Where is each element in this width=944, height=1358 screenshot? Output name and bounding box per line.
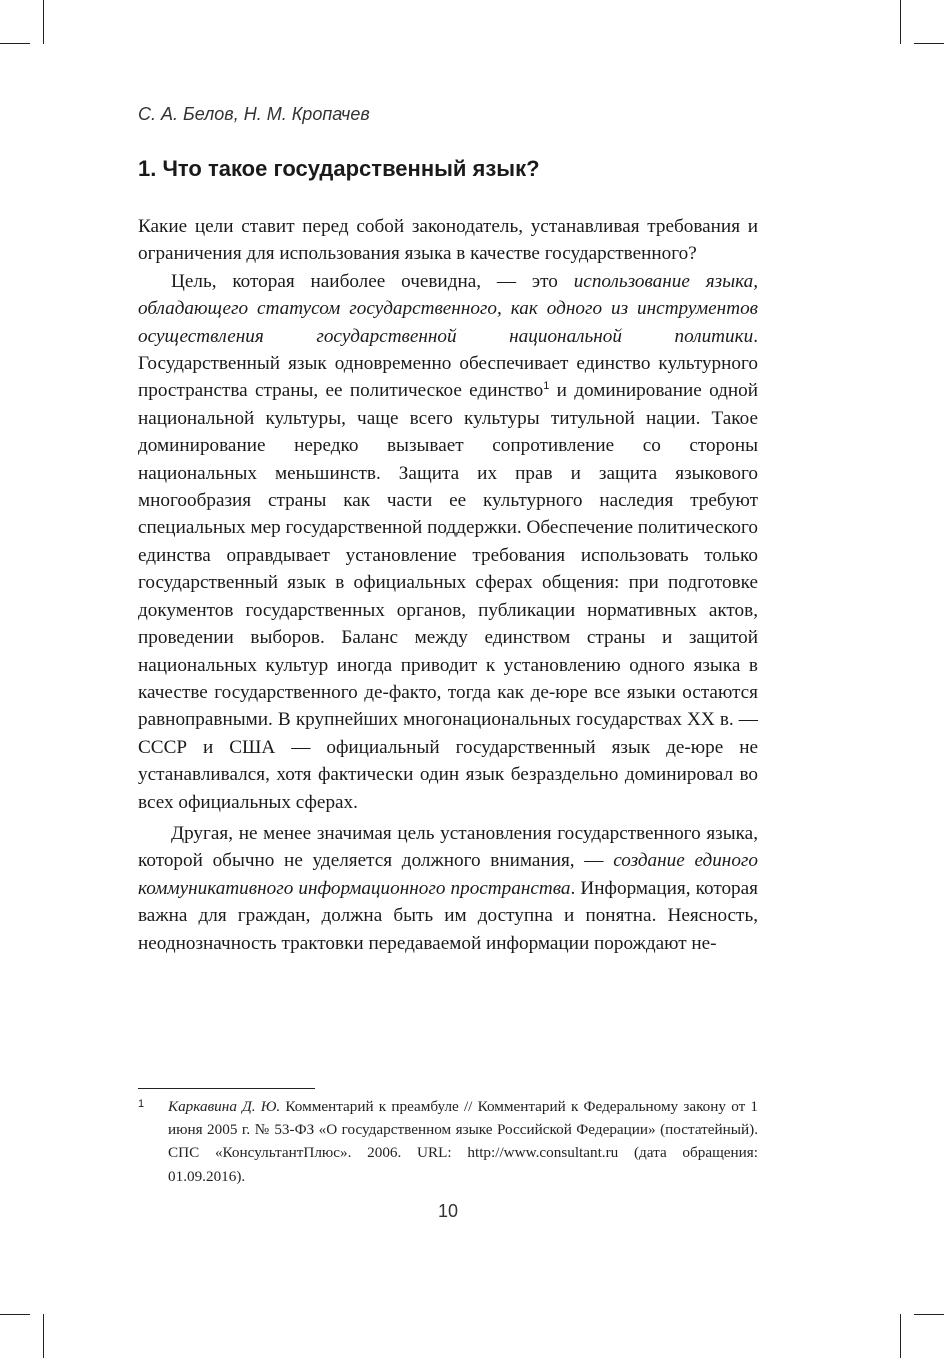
text-run: Цель, которая наиболее очевидна, — это (171, 270, 574, 292)
paragraph: Какие цели ставит перед собой законодатель, устанавливая требования и ограничения для использования языка в качестве государственного? (138, 216, 758, 265)
paragraph (138, 820, 758, 957)
footnote (138, 1095, 758, 1188)
emphasis-text: использование языка, обладающего статусом государственного, как одного из инструментов осуществления государственной национальной политики (138, 270, 758, 347)
footnote-body (168, 1095, 758, 1188)
crop-mark (43, 0, 44, 44)
crop-mark (914, 43, 944, 44)
crop-mark (914, 1314, 944, 1315)
crop-mark (900, 0, 901, 44)
crop-mark (0, 43, 30, 44)
section-title: 1. Что такое государственный язык? (138, 156, 540, 181)
crop-mark (0, 1314, 30, 1315)
emphasis-text: создание единого коммуникативного информационного пространства (138, 850, 758, 899)
text-run: Другая, не менее значимая цель установления государственного языка, которой обычно не уделяется должного внимания, — (138, 822, 758, 872)
footnote-author: Каркавина Д. Ю. (168, 1098, 281, 1115)
text-run: . Государственный язык одновременно обеспечивает единство культурного пространства страны, ее политическое единство (138, 325, 758, 402)
text-run: . Информация, которая важна для граждан, должна быть им доступна и понятна. Неясность, неоднозначность трактовки передаваемой информации порождают не- (138, 877, 758, 954)
footnote-ref[interactable]: 1 (543, 380, 550, 393)
paragraph (138, 268, 758, 816)
crop-mark (900, 1314, 901, 1358)
body-text (138, 213, 758, 957)
running-head: С. А. Белов, Н. М. Кропачев (138, 104, 370, 124)
page-number: 10 (437, 1201, 459, 1221)
crop-mark (43, 1314, 44, 1358)
text-run: и доминирование одной национальной культуры, чаще всего культуры титульной нации. Такое доминирование нередко вызывает сопротивление со стороны национальных меньшинств. Защита их прав и защита языкового многообразия страны как части ее культурного наследия требуют специальных мер государственной поддержки. Обеспечение политического единства оправдывает установление требования использовать только государственный язык в официальных сферах общения: при подготовке документов государственных органов, публикации нормативных актов, проведении выборов. Баланс между единством страны и защитой национальных культур иногда приводит к установлению одного языка в качестве государственного де-факто, тогда как де-юре все языки остаются равноправными. В крупнейших многонациональных государствах XX в. — СССР и США — официальный государственный язык де-юре не устанавливался, хотя фактически один язык безраздельно доминировал во всех официальных сферах. (138, 380, 759, 813)
footnote-divider (138, 1088, 315, 1089)
footnote-text: Комментарий к преамбуле // Комментарий к Федеральному закону от 1 июня 2005 г. № 53-ФЗ «О государственном языке Российской Федерации» (постатейный). СПС «КонсультантПлюс». 2006. URL: http://www.consultant.ru (дата обращения: 01.09.2016). (168, 1098, 759, 1185)
footnote-number: 1 (138, 1098, 145, 1110)
